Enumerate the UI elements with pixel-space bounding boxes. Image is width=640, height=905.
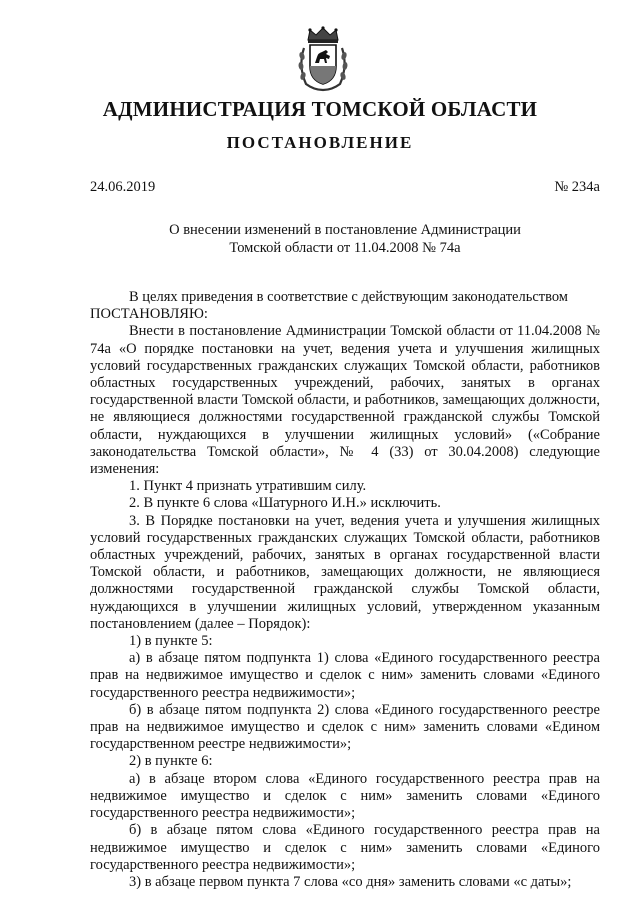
document-date: 24.06.2019 [90, 179, 156, 195]
tomsk-region-coat-of-arms-icon [296, 26, 350, 92]
subitem-1b: б) в абзаце пятом подпункта 2) слова «Единого государственного реестре прав на недвижимое имущество и сделок с ним» заменить словами «Едином государственном реестре недвижимости»; [90, 701, 600, 753]
document-type: ПОСТАНОВЛЕНИЕ [226, 133, 414, 152]
item-2: 2. В пункте 6 слова «Шатурного И.Н.» исключить. [129, 495, 441, 512]
document-subject [90, 222, 600, 257]
subitem-3: 3) в абзаце первом пункта 7 слова «со дня» заменить словами «с даты»; [129, 873, 572, 890]
subject-line-2: Томской области от 11.04.2008 № 74а [229, 239, 461, 256]
subitem-1a: а) в абзаце пятом подпункта 1) слова «Единого государственного реестра прав на недвижимое имущество и сделок с ним» заменить словами «Единого государственного реестра недвижимости»; [90, 650, 600, 701]
subitem-2a: а) в абзаце втором слова «Единого государственного реестра прав на недвижимое имущество и сделок с ним» заменить словами «Единого государственного реестра недвижимости»; [90, 770, 600, 822]
organization-title: АДМИНИСТРАЦИЯ ТОМСКОЙ ОБЛАСТИ [102, 97, 538, 121]
subitem-2: 2) в пункте 6: [129, 753, 213, 770]
subitem-2b: б) в абзаце пятом слова «Единого государственного реестра прав на недвижимое имущество и сделок с ним» заменить словами «Единого государственного реестра недвижимости»; [90, 822, 600, 873]
intro-paragraph: В целях приведения в соответствие с действующим законодательством [129, 289, 568, 305]
item-1: 1. Пункт 4 признать утратившим силу. [129, 478, 367, 495]
item-3: 3. В Порядке постановки на учет, ведения учета и улучшения жилищных условий государственных гражданских служащих Томской области, работников областных учреждений, рабочих, занятых в органах государственной власти Томской области, и работников, замещающих должности, не являющиеся должностями государственной гражданской службы Томской области, нуждающихся в улучшении жилищных условий, утвержденном указанным постановлением (далее – Порядок): [90, 512, 600, 632]
document-body [90, 289, 600, 891]
subitem-1: 1) в пункте 5: [129, 633, 213, 650]
main-paragraph: Внести в постановление Администрации Томской области от 11.04.2008 № 74а «О порядке постановки на учет, ведения учета и улучшения жилищных условий государственных гражданских служащих Томской области, работников областных государственных учреждений, рабочих, занятых в органах государственной власти Томской области, и работников, замещающих должности, не являющиеся должностями государственной гражданской службы Томской области, нуждающихся в улучшении жилищных условий» («Собрание законодательства Томской области», № 4 (33) от 30.04.2008) следующие изменения: [90, 323, 600, 478]
decree-word: ПОСТАНОВЛЯЮ: [90, 306, 208, 323]
document-number: № 234а [554, 179, 600, 195]
subject-line-1: О внесении изменений в постановление Администрации [169, 222, 521, 238]
